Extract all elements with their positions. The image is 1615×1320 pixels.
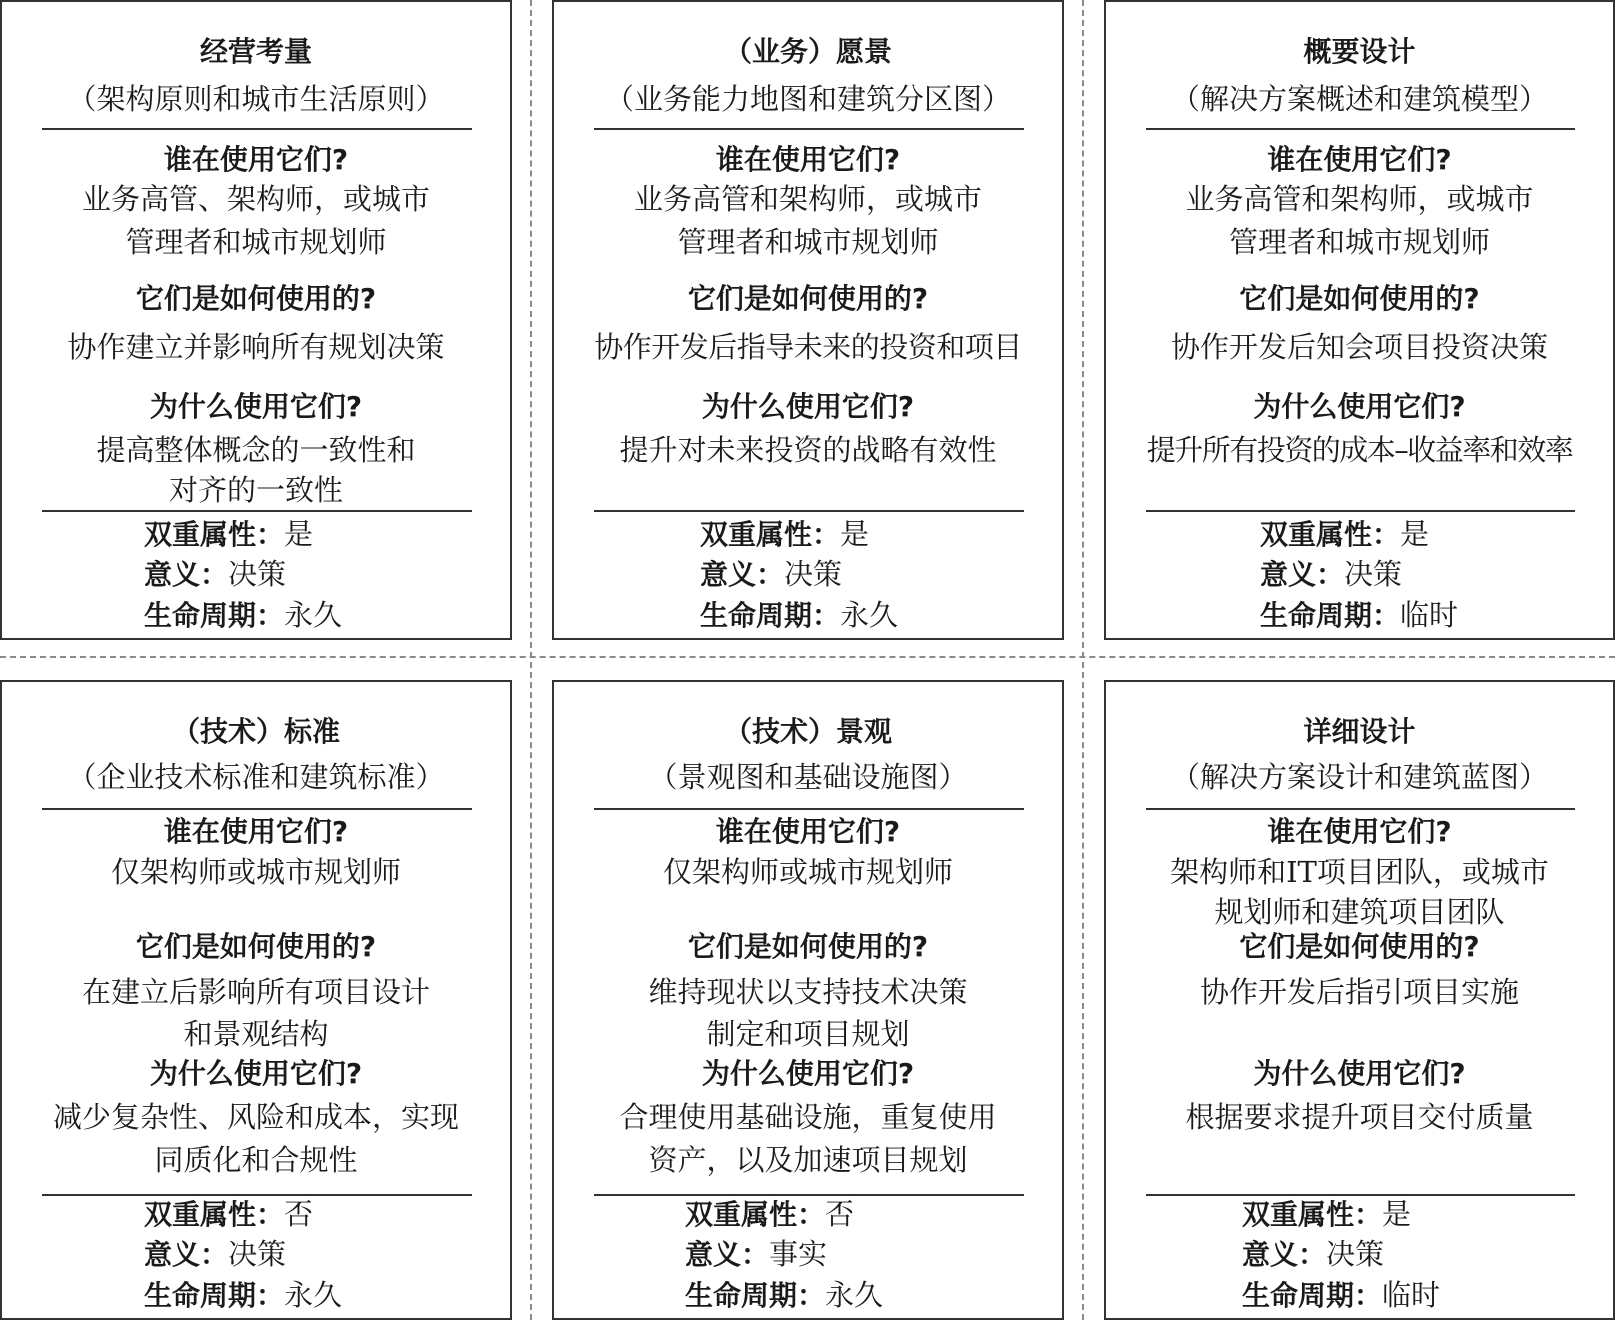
attr-lifecycle bbox=[1260, 595, 1458, 636]
card-title: （业务）愿景 bbox=[723, 35, 892, 68]
answer-why-line1: 提升所有投资的成本–收益率和效率 bbox=[1146, 433, 1573, 467]
question-how: 它们是如何使用的? bbox=[687, 930, 929, 963]
answer-who-line1: 架构师和IT项目团队，或城市 bbox=[1170, 855, 1549, 889]
attr-lifecycle-label: 生命周期： bbox=[1242, 1279, 1383, 1312]
question-how: 它们是如何使用的? bbox=[1239, 930, 1480, 963]
answer-why-line2: 资产，以及加速项目规划 bbox=[648, 1143, 968, 1177]
answer-who-line2: 管理者和城市规划师 bbox=[1228, 225, 1490, 259]
attr-meaning bbox=[1242, 1234, 1384, 1275]
card-subtitle: （企业技术标准和建筑标准） bbox=[67, 760, 445, 794]
attr-dual bbox=[144, 1194, 313, 1235]
attr-dual bbox=[1242, 1194, 1411, 1235]
question-why: 为什么使用它们? bbox=[701, 390, 915, 423]
card-title: （技术）标准 bbox=[171, 715, 340, 748]
answer-how-line1: 协作建立并影响所有规划决策 bbox=[67, 330, 445, 364]
attr-dual-value: 否 bbox=[284, 1197, 314, 1231]
attr-lifecycle-value: 永久 bbox=[840, 598, 899, 632]
answer-who-line2: 管理者和城市规划师 bbox=[677, 225, 939, 259]
card-subtitle: （景观图和基础设施图） bbox=[648, 760, 968, 794]
attr-meaning-value: 事实 bbox=[769, 1237, 828, 1271]
answer-who-line1: 仅架构师或城市规划师 bbox=[110, 855, 401, 889]
title-divider bbox=[1146, 808, 1575, 810]
attr-dual-label: 双重属性： bbox=[685, 1198, 826, 1231]
attr-meaning bbox=[144, 554, 286, 595]
attr-lifecycle-value: 临时 bbox=[1382, 1278, 1441, 1312]
answer-why-line1: 提升对未来投资的战略有效性 bbox=[619, 433, 997, 467]
title-divider bbox=[594, 808, 1024, 810]
title-divider bbox=[42, 808, 472, 810]
question-who: 谁在使用它们? bbox=[163, 143, 349, 176]
attr-dual bbox=[144, 514, 313, 555]
attr-lifecycle bbox=[700, 595, 898, 636]
answer-why-line1: 减少复杂性、风险和成本，实现 bbox=[52, 1100, 459, 1134]
answer-why-line1: 提高整体概念的一致性和 bbox=[96, 433, 416, 467]
answer-who-line2: 管理者和城市规划师 bbox=[125, 225, 387, 259]
card-technical-landscape bbox=[552, 680, 1064, 1320]
question-how: 它们是如何使用的? bbox=[687, 282, 929, 315]
attributes-divider bbox=[1146, 510, 1575, 512]
card-subtitle: （解决方案概述和建筑模型） bbox=[1170, 82, 1548, 116]
card-subtitle: （解决方案设计和建筑蓝图） bbox=[1170, 760, 1548, 794]
attr-dual-value: 是 bbox=[840, 517, 870, 551]
attr-dual bbox=[700, 514, 869, 555]
answer-how-line1: 维持现状以支持技术决策 bbox=[648, 975, 968, 1009]
question-who: 谁在使用它们? bbox=[163, 815, 349, 848]
answer-why-line2: 对齐的一致性 bbox=[168, 473, 343, 507]
attr-lifecycle-label: 生命周期： bbox=[144, 1279, 285, 1312]
attr-lifecycle-label: 生命周期： bbox=[1260, 599, 1401, 632]
attr-meaning-label: 意义： bbox=[700, 558, 785, 591]
attr-dual-label: 双重属性： bbox=[700, 518, 841, 551]
attr-meaning-value: 决策 bbox=[228, 1237, 287, 1271]
attr-meaning-value: 决策 bbox=[1326, 1237, 1385, 1271]
vertical-separator-1 bbox=[530, 0, 532, 1320]
attr-dual-value: 是 bbox=[1400, 517, 1430, 551]
answer-who-line1: 仅架构师或城市规划师 bbox=[662, 855, 953, 889]
attr-lifecycle-value: 临时 bbox=[1400, 598, 1459, 632]
attr-meaning-label: 意义： bbox=[144, 1238, 229, 1271]
attr-meaning-label: 意义： bbox=[144, 558, 229, 591]
question-why: 为什么使用它们? bbox=[1253, 1057, 1466, 1090]
answer-how-line1: 协作开发后指引项目实施 bbox=[1199, 975, 1519, 1009]
answer-how-line1: 协作开发后指导未来的投资和项目 bbox=[594, 330, 1022, 364]
question-why: 为什么使用它们? bbox=[701, 1057, 915, 1090]
question-who: 谁在使用它们? bbox=[715, 143, 901, 176]
card-subtitle: （架构原则和城市生活原则） bbox=[67, 82, 445, 116]
card-title: 概要设计 bbox=[1303, 35, 1416, 68]
card-subtitle: （业务能力地图和建筑分区图） bbox=[604, 82, 1011, 116]
attr-meaning bbox=[1260, 554, 1402, 595]
attr-lifecycle-value: 永久 bbox=[284, 1278, 343, 1312]
attr-lifecycle bbox=[685, 1275, 883, 1316]
attr-lifecycle bbox=[1242, 1275, 1440, 1316]
answer-how-line1: 在建立后影响所有项目设计 bbox=[81, 975, 430, 1009]
vertical-separator-2 bbox=[1082, 0, 1084, 1320]
horizontal-separator bbox=[0, 656, 1615, 658]
answer-how-line1: 协作开发后知会项目投资决策 bbox=[1170, 330, 1548, 364]
card-business-vision bbox=[552, 0, 1064, 640]
answer-who-line1: 业务高管和架构师，或城市 bbox=[633, 182, 982, 216]
card-title: 详细设计 bbox=[1303, 715, 1416, 748]
attr-dual bbox=[1260, 514, 1429, 555]
question-who: 谁在使用它们? bbox=[1267, 815, 1452, 848]
question-how: 它们是如何使用的? bbox=[1239, 282, 1480, 315]
attr-dual-label: 双重属性： bbox=[1260, 518, 1401, 551]
attr-meaning-value: 决策 bbox=[228, 557, 287, 591]
attr-meaning bbox=[700, 554, 842, 595]
answer-why-line1: 根据要求提升项目交付质量 bbox=[1185, 1100, 1534, 1134]
card-detailed-design bbox=[1104, 680, 1615, 1320]
attr-lifecycle-value: 永久 bbox=[825, 1278, 884, 1312]
attr-meaning-label: 意义： bbox=[1260, 558, 1345, 591]
question-why: 为什么使用它们? bbox=[149, 1057, 363, 1090]
answer-why-line1: 合理使用基础设施，重复使用 bbox=[619, 1100, 997, 1134]
answer-who-line2: 规划师和建筑项目团队 bbox=[1214, 895, 1505, 929]
answer-who-line1: 业务高管、架构师，或城市 bbox=[81, 182, 430, 216]
card-outline-design bbox=[1104, 0, 1615, 640]
attributes-divider bbox=[42, 510, 472, 512]
attr-lifecycle-value: 永久 bbox=[284, 598, 343, 632]
card-title: （技术）景观 bbox=[723, 715, 892, 748]
card-technical-standards bbox=[0, 680, 512, 1320]
attr-dual-value: 是 bbox=[1382, 1197, 1412, 1231]
card-business-considerations bbox=[0, 0, 512, 640]
answer-who-line1: 业务高管和架构师，或城市 bbox=[1185, 182, 1534, 216]
attr-meaning-label: 意义： bbox=[1242, 1238, 1327, 1271]
question-who: 谁在使用它们? bbox=[1267, 143, 1452, 176]
attr-dual-value: 是 bbox=[284, 517, 314, 551]
question-how: 它们是如何使用的? bbox=[135, 282, 377, 315]
question-why: 为什么使用它们? bbox=[149, 390, 363, 423]
attr-meaning-value: 决策 bbox=[1344, 557, 1403, 591]
answer-why-line2: 同质化和合规性 bbox=[154, 1143, 358, 1177]
answer-how-line2: 和景观结构 bbox=[183, 1017, 329, 1051]
attr-lifecycle-label: 生命周期： bbox=[144, 599, 285, 632]
attr-lifecycle-label: 生命周期： bbox=[700, 599, 841, 632]
answer-how-line2: 制定和项目规划 bbox=[706, 1017, 910, 1051]
attr-meaning-label: 意义： bbox=[685, 1238, 770, 1271]
card-title: 经营考量 bbox=[199, 35, 312, 68]
attr-dual bbox=[685, 1194, 854, 1235]
attr-lifecycle-label: 生命周期： bbox=[685, 1279, 826, 1312]
question-how: 它们是如何使用的? bbox=[135, 930, 377, 963]
attr-dual-label: 双重属性： bbox=[144, 1198, 285, 1231]
attr-dual-label: 双重属性： bbox=[1242, 1198, 1383, 1231]
question-why: 为什么使用它们? bbox=[1253, 390, 1466, 423]
title-divider bbox=[594, 128, 1024, 130]
attr-meaning bbox=[685, 1234, 827, 1275]
attr-meaning bbox=[144, 1234, 286, 1275]
attr-dual-value: 否 bbox=[825, 1197, 855, 1231]
title-divider bbox=[42, 128, 472, 130]
question-who: 谁在使用它们? bbox=[715, 815, 901, 848]
attr-lifecycle bbox=[144, 595, 342, 636]
attr-lifecycle bbox=[144, 1275, 342, 1316]
attr-dual-label: 双重属性： bbox=[144, 518, 285, 551]
attr-meaning-value: 决策 bbox=[784, 557, 843, 591]
attributes-divider bbox=[594, 510, 1024, 512]
title-divider bbox=[1146, 128, 1575, 130]
